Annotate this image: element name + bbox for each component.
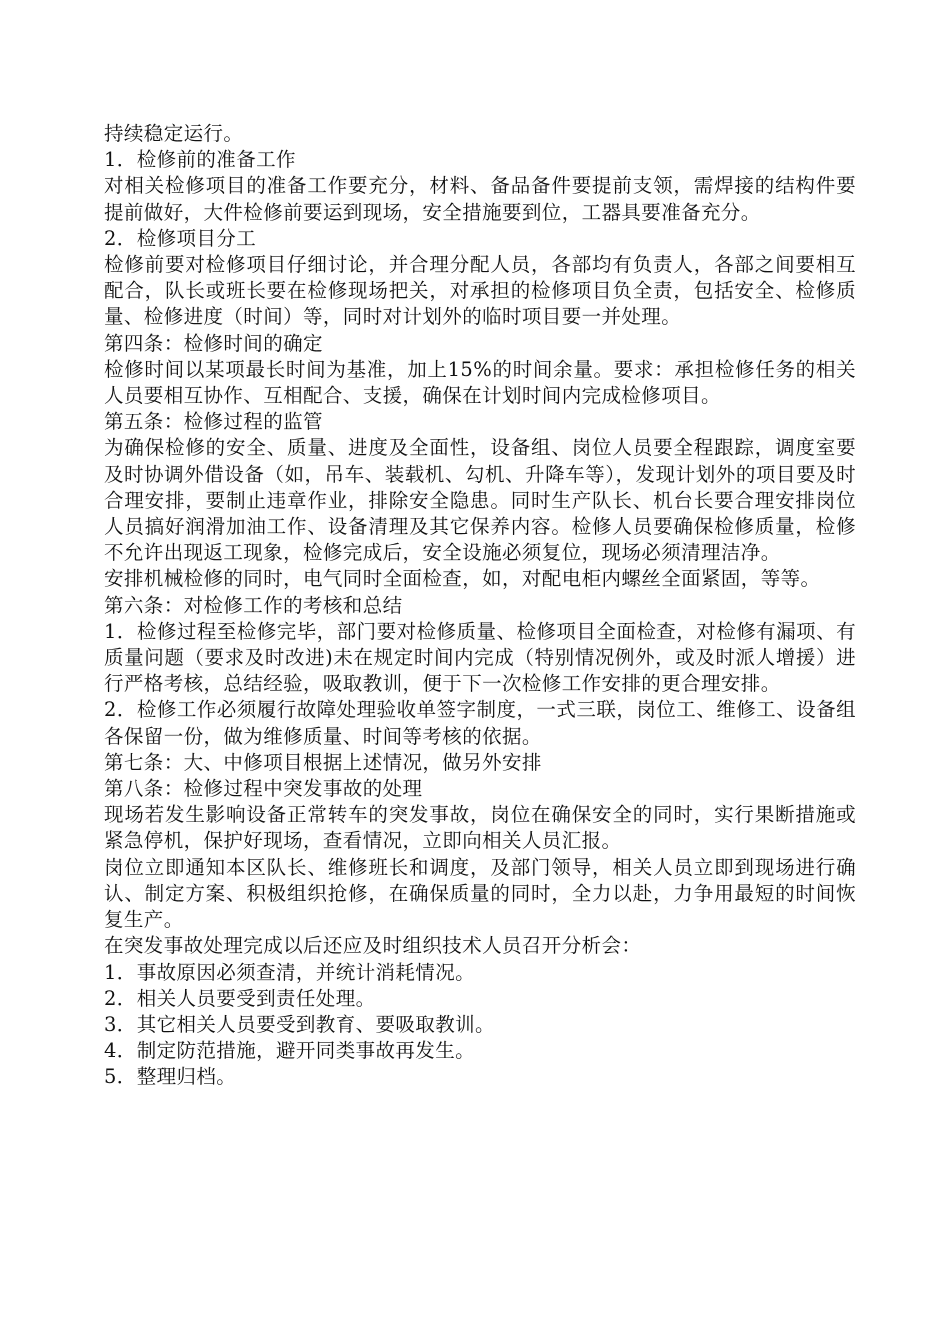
paragraph-article-5: 为确保检修的安全、质量、进度及全面性，设备组、岗位人员要全程跟踪，调度室要及时协调外借设备（如，吊车、装载机、勾机、升降车等），发现计划外的项目要及时合理安排，要制止违章作业，排除安全隐患。同时生产队长、机台长要合理安排岗位人员搞好润滑加油工作、设备清理及其它保养内容。检修人员要确保检修质量，检修不允许出现返工现象，检修完成后，安全设施必须复位，现场必须清理洁净。 <box>104 436 856 565</box>
paragraph-article-4: 检修时间以某项最长时间为基准，加上15%的时间余量。要求：承担检修任务的相关人员要相互协作、互相配合、支援，确保在计划时间内完成检修项目。 <box>104 357 856 408</box>
heading-article-6: 第六条：对检修工作的考核和总结 <box>104 593 403 617</box>
heading-preparation: 1．检修前的准备工作 <box>104 148 296 172</box>
heading-division: 2．检修项目分工 <box>104 226 257 250</box>
paragraph-emergency-1: 现场若发生影响设备正常转车的突发事故，岗位在确保安全的同时，实行果断措施或紧急停机，保护好现场，查看情况，立即向相关人员汇报。 <box>104 803 856 853</box>
document-body <box>104 121 856 1091</box>
heading-article-4: 第四条：检修时间的确定 <box>104 331 323 355</box>
paragraph-assessment-1: 1．检修过程至检修完毕，部门要对检修质量、检修项目全面检查，对检修有漏项、有质量问题（要求及时改进)未在规定时间内完成（特别情况例外，或及时派人增援）进行严格考核，总结经验，吸取教训，便于下一次检修工作安排的更合理安排。 <box>104 619 856 696</box>
heading-article-5: 第五条：检修过程的监管 <box>104 410 323 434</box>
paragraph-electrical-check: 安排机械检修的同时，电气同时全面检查，如，对配电柜内螺丝全面紧固，等等。 <box>104 567 821 591</box>
heading-article-8: 第八条：检修过程中突发事故的处理 <box>104 777 423 801</box>
paragraph-assessment-2: 2．检修工作必须履行故障处理验收单签字制度，一式三联，岗位工、维修工、设备组各保留一份，做为维修质量、时间等考核的依据。 <box>104 698 856 748</box>
list-item: 1．事故原因必须查清，并统计消耗情况。 <box>104 960 476 984</box>
list-item: 4．制定防范措施，避开同类事故再发生。 <box>104 1039 476 1063</box>
heading-article-7: 第七条：大、中修项目根据上述情况，做另外安排 <box>104 750 542 774</box>
paragraph-emergency-2: 岗位立即通知本区队长、维修班长和调度，及部门领导，相关人员立即到现场进行确认、制定方案、积极组织抢修，在确保质量的同时，全力以赴，力争用最短的时间恢复生产。 <box>104 855 856 932</box>
list-item: 2．相关人员要受到责任处理。 <box>104 986 376 1010</box>
paragraph-analysis-meeting: 在突发事故处理完成以后还应及时组织技术人员召开分析会： <box>104 934 642 958</box>
paragraph-division: 检修前要对检修项目仔细讨论，并合理分配人员，各部均有负责人，各部之间要相互配合，队长或班长要在检修现场把关，对承担的检修项目负全责，包括安全、检修质量、检修进度（时间）等，同时对计划外的临时项目要一并处理。 <box>104 253 856 329</box>
paragraph-preparation: 对相关检修项目的准备工作要充分，材料、备品备件要提前支领，需焊接的结构件要提前做好，大件检修前要运到现场，安全措施要到位，工器具要准备充分。 <box>104 174 856 224</box>
list-item: 3．其它相关人员要受到教育、要吸取教训。 <box>104 1012 495 1036</box>
list-item: 5．整理归档。 <box>104 1065 237 1089</box>
paragraph-continuation: 持续稳定运行。 <box>104 122 244 145</box>
